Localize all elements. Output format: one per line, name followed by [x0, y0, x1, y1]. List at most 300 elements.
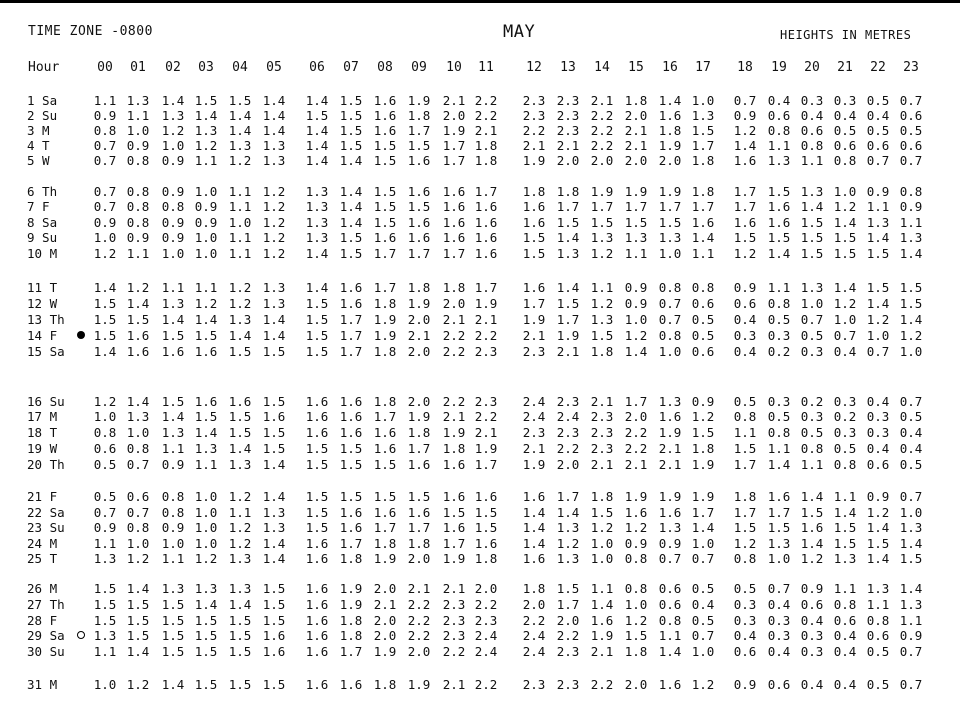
- height-cell: 1.3: [624, 230, 648, 245]
- height-cell: 2.1: [624, 457, 648, 472]
- height-cell: 1.4: [228, 441, 252, 456]
- height-cell: 1.9: [658, 489, 682, 504]
- units-label: HEIGHTS IN METRES: [780, 28, 912, 42]
- height-cell: 1.4: [866, 551, 890, 566]
- height-cell: 1.3: [262, 505, 286, 520]
- height-cell: 1.5: [305, 344, 329, 359]
- height-cell: 1.3: [305, 184, 329, 199]
- height-cell: 0.5: [866, 644, 890, 659]
- height-cell: 1.2: [228, 520, 252, 535]
- height-cell: 1.8: [474, 551, 498, 566]
- height-cell: 1.6: [339, 520, 363, 535]
- height-cell: 1.3: [228, 312, 252, 327]
- height-cell: 1.6: [339, 394, 363, 409]
- month-title: MAY: [503, 22, 536, 42]
- height-cell: 1.3: [767, 536, 791, 551]
- height-cell: 1.6: [407, 457, 431, 472]
- height-cell: 1.5: [658, 215, 682, 230]
- height-cell: 1.5: [691, 425, 715, 440]
- hour-header-11: 11: [478, 60, 494, 75]
- height-cell: 1.5: [590, 505, 614, 520]
- height-cell: 0.8: [658, 613, 682, 628]
- day-label: 20 Th: [27, 457, 65, 472]
- hour-header-13: 13: [560, 60, 576, 75]
- height-cell: 2.0: [407, 344, 431, 359]
- height-cell: 0.4: [733, 312, 757, 327]
- height-cell: 2.2: [590, 138, 614, 153]
- height-cell: 1.7: [474, 457, 498, 472]
- height-cell: 1.0: [866, 328, 890, 343]
- height-cell: 1.7: [556, 312, 580, 327]
- height-cell: 1.6: [474, 246, 498, 261]
- height-cell: 0.7: [658, 551, 682, 566]
- height-cell: 2.2: [624, 425, 648, 440]
- height-cell: 2.0: [556, 457, 580, 472]
- height-cell: 1.5: [866, 246, 890, 261]
- height-cell: 2.3: [556, 425, 580, 440]
- height-cell: 1.5: [339, 93, 363, 108]
- height-cell: 1.5: [767, 184, 791, 199]
- height-cell: 1.5: [522, 230, 546, 245]
- height-cell: 1.4: [691, 230, 715, 245]
- height-cell: 1.5: [373, 457, 397, 472]
- height-cell: 1.0: [93, 409, 117, 424]
- height-cell: 0.5: [93, 489, 117, 504]
- height-cell: 1.8: [339, 628, 363, 643]
- height-cell: 1.1: [228, 199, 252, 214]
- height-cell: 2.3: [590, 441, 614, 456]
- day-label: 16 Su: [27, 394, 65, 409]
- height-cell: 1.5: [228, 613, 252, 628]
- height-cell: 2.1: [590, 644, 614, 659]
- height-cell: 0.8: [767, 425, 791, 440]
- height-cell: 1.5: [800, 505, 824, 520]
- height-cell: 0.4: [899, 425, 923, 440]
- height-cell: 1.3: [161, 581, 185, 596]
- new-moon-icon: [77, 631, 85, 639]
- height-cell: 1.7: [373, 409, 397, 424]
- height-cell: 1.2: [733, 536, 757, 551]
- height-cell: 1.6: [522, 215, 546, 230]
- height-cell: 1.3: [161, 296, 185, 311]
- height-cell: 1.6: [305, 551, 329, 566]
- height-cell: 1.6: [305, 536, 329, 551]
- height-cell: 1.4: [126, 644, 150, 659]
- height-cell: 1.1: [161, 280, 185, 295]
- height-cell: 1.4: [833, 505, 857, 520]
- day-label: 3 M: [27, 123, 50, 138]
- height-cell: 1.3: [658, 394, 682, 409]
- height-cell: 1.0: [228, 215, 252, 230]
- height-cell: 1.4: [305, 138, 329, 153]
- day-label: 13 Th: [27, 312, 65, 327]
- height-cell: 1.5: [899, 296, 923, 311]
- height-cell: 1.8: [556, 184, 580, 199]
- height-cell: 1.2: [228, 280, 252, 295]
- height-cell: 2.2: [522, 123, 546, 138]
- height-cell: 1.8: [407, 425, 431, 440]
- height-cell: 1.5: [228, 644, 252, 659]
- height-cell: 0.9: [93, 108, 117, 123]
- height-cell: 1.3: [800, 280, 824, 295]
- height-cell: 2.4: [522, 628, 546, 643]
- height-cell: 1.5: [522, 246, 546, 261]
- height-cell: 1.5: [373, 199, 397, 214]
- height-cell: 0.8: [126, 520, 150, 535]
- height-cell: 0.9: [624, 536, 648, 551]
- height-cell: 2.0: [474, 581, 498, 596]
- height-cell: 1.8: [691, 153, 715, 168]
- height-cell: 2.0: [624, 108, 648, 123]
- height-cell: 1.4: [800, 536, 824, 551]
- day-label: 8 Sa: [27, 215, 58, 230]
- height-cell: 2.4: [522, 394, 546, 409]
- height-cell: 1.7: [624, 199, 648, 214]
- height-cell: 2.1: [474, 425, 498, 440]
- height-cell: 0.3: [767, 628, 791, 643]
- height-cell: 1.6: [262, 409, 286, 424]
- height-cell: 0.6: [866, 628, 890, 643]
- height-cell: 1.5: [262, 425, 286, 440]
- height-cell: 2.3: [522, 425, 546, 440]
- height-cell: 1.6: [305, 644, 329, 659]
- day-label: 31 M: [27, 677, 58, 692]
- height-cell: 1.1: [866, 597, 890, 612]
- height-cell: 1.2: [691, 677, 715, 692]
- day-label: 6 Th: [27, 184, 58, 199]
- height-cell: 1.4: [262, 536, 286, 551]
- height-cell: 1.3: [262, 520, 286, 535]
- height-cell: 1.8: [339, 613, 363, 628]
- height-cell: 0.7: [658, 312, 682, 327]
- height-cell: 1.2: [262, 230, 286, 245]
- height-cell: 1.4: [658, 93, 682, 108]
- height-cell: 1.8: [733, 489, 757, 504]
- height-cell: 0.5: [93, 457, 117, 472]
- height-cell: 1.6: [262, 644, 286, 659]
- height-cell: 0.9: [624, 296, 648, 311]
- day-label: 11 T: [27, 280, 58, 295]
- height-cell: 1.9: [522, 153, 546, 168]
- height-cell: 1.5: [373, 138, 397, 153]
- height-cell: 1.6: [373, 505, 397, 520]
- height-cell: 1.6: [474, 199, 498, 214]
- height-cell: 0.4: [833, 677, 857, 692]
- height-cell: 1.3: [866, 581, 890, 596]
- height-cell: 1.5: [126, 597, 150, 612]
- height-cell: 1.6: [474, 215, 498, 230]
- height-cell: 1.2: [590, 296, 614, 311]
- height-cell: 1.9: [373, 312, 397, 327]
- height-cell: 1.5: [262, 581, 286, 596]
- height-cell: 2.1: [590, 394, 614, 409]
- height-cell: 1.6: [691, 215, 715, 230]
- height-cell: 1.7: [407, 441, 431, 456]
- height-cell: 1.5: [305, 328, 329, 343]
- height-cell: 2.1: [522, 441, 546, 456]
- height-cell: 0.9: [93, 215, 117, 230]
- height-cell: 1.6: [590, 613, 614, 628]
- height-cell: 1.3: [556, 520, 580, 535]
- height-cell: 0.7: [899, 644, 923, 659]
- height-cell: 0.7: [93, 505, 117, 520]
- height-cell: 0.4: [833, 344, 857, 359]
- height-cell: 1.5: [800, 215, 824, 230]
- height-cell: 1.1: [590, 581, 614, 596]
- height-cell: 1.4: [126, 581, 150, 596]
- height-cell: 0.5: [733, 581, 757, 596]
- height-cell: 0.5: [767, 409, 791, 424]
- height-cell: 1.7: [339, 328, 363, 343]
- height-cell: 1.0: [767, 551, 791, 566]
- height-cell: 0.6: [126, 489, 150, 504]
- height-cell: 1.4: [161, 93, 185, 108]
- height-cell: 1.5: [899, 280, 923, 295]
- height-cell: 2.1: [474, 312, 498, 327]
- height-cell: 1.4: [194, 597, 218, 612]
- height-cell: 1.7: [733, 184, 757, 199]
- height-cell: 1.6: [305, 613, 329, 628]
- hour-header-15: 15: [628, 60, 644, 75]
- height-cell: 0.9: [194, 215, 218, 230]
- height-cell: 0.7: [899, 677, 923, 692]
- height-cell: 1.5: [228, 93, 252, 108]
- height-cell: 1.7: [624, 394, 648, 409]
- height-cell: 1.5: [339, 246, 363, 261]
- height-cell: 0.7: [93, 153, 117, 168]
- height-cell: 1.3: [126, 409, 150, 424]
- height-cell: 1.3: [833, 551, 857, 566]
- height-cell: 1.9: [339, 597, 363, 612]
- height-cell: 1.3: [800, 184, 824, 199]
- day-label: 26 M: [27, 581, 58, 596]
- height-cell: 0.4: [800, 613, 824, 628]
- height-cell: 1.4: [733, 138, 757, 153]
- height-cell: 2.1: [522, 328, 546, 343]
- height-cell: 2.0: [522, 597, 546, 612]
- day-label: 21 F: [27, 489, 58, 504]
- height-cell: 1.6: [767, 215, 791, 230]
- height-cell: 1.5: [194, 628, 218, 643]
- height-cell: 1.5: [624, 628, 648, 643]
- height-cell: 1.6: [373, 108, 397, 123]
- height-cell: 1.5: [93, 581, 117, 596]
- height-cell: 2.2: [407, 628, 431, 643]
- height-cell: 1.4: [556, 505, 580, 520]
- height-cell: 1.8: [373, 296, 397, 311]
- day-label: 25 T: [27, 551, 58, 566]
- day-label: 4 T: [27, 138, 50, 153]
- hour-header-21: 21: [837, 60, 853, 75]
- height-cell: 0.7: [866, 344, 890, 359]
- height-cell: 1.8: [522, 184, 546, 199]
- height-cell: 1.4: [228, 123, 252, 138]
- height-cell: 1.2: [93, 394, 117, 409]
- hour-header-10: 10: [446, 60, 462, 75]
- hour-header-20: 20: [804, 60, 820, 75]
- height-cell: 2.0: [407, 312, 431, 327]
- height-cell: 1.4: [556, 280, 580, 295]
- height-cell: 1.6: [442, 184, 466, 199]
- height-cell: 2.0: [556, 153, 580, 168]
- height-cell: 2.0: [407, 551, 431, 566]
- height-cell: 0.8: [800, 441, 824, 456]
- height-cell: 1.0: [194, 520, 218, 535]
- height-cell: 2.0: [373, 581, 397, 596]
- height-cell: 0.5: [691, 613, 715, 628]
- height-cell: 1.0: [691, 644, 715, 659]
- hour-header-09: 09: [411, 60, 427, 75]
- height-cell: 2.0: [442, 296, 466, 311]
- height-cell: 1.4: [899, 536, 923, 551]
- height-cell: 2.0: [556, 613, 580, 628]
- height-cell: 1.6: [658, 409, 682, 424]
- hour-header-02: 02: [165, 60, 181, 75]
- height-cell: 2.0: [373, 628, 397, 643]
- height-cell: 1.3: [590, 230, 614, 245]
- height-cell: 0.5: [767, 312, 791, 327]
- height-cell: 1.3: [305, 215, 329, 230]
- height-cell: 2.2: [474, 328, 498, 343]
- height-cell: 2.1: [624, 138, 648, 153]
- height-cell: 1.5: [93, 312, 117, 327]
- height-cell: 1.0: [590, 536, 614, 551]
- height-cell: 2.4: [474, 644, 498, 659]
- height-cell: 0.7: [691, 628, 715, 643]
- height-cell: 0.6: [691, 344, 715, 359]
- height-cell: 1.5: [373, 215, 397, 230]
- height-cell: 1.2: [262, 184, 286, 199]
- day-label: 15 Sa: [27, 344, 65, 359]
- height-cell: 2.1: [474, 123, 498, 138]
- height-cell: 1.0: [126, 425, 150, 440]
- height-cell: 0.4: [866, 108, 890, 123]
- height-cell: 1.5: [866, 280, 890, 295]
- height-cell: 1.9: [590, 184, 614, 199]
- height-cell: 1.0: [194, 246, 218, 261]
- height-cell: 1.5: [228, 628, 252, 643]
- height-cell: 1.9: [624, 489, 648, 504]
- height-cell: 2.2: [442, 328, 466, 343]
- height-cell: 1.2: [624, 328, 648, 343]
- height-cell: 1.0: [833, 312, 857, 327]
- height-cell: 0.3: [800, 344, 824, 359]
- height-cell: 2.4: [522, 409, 546, 424]
- height-cell: 2.2: [474, 597, 498, 612]
- height-cell: 1.4: [262, 123, 286, 138]
- height-cell: 0.9: [691, 394, 715, 409]
- height-cell: 1.0: [658, 344, 682, 359]
- height-cell: 1.1: [733, 425, 757, 440]
- height-cell: 2.1: [624, 123, 648, 138]
- height-cell: 1.5: [833, 520, 857, 535]
- height-cell: 1.0: [800, 296, 824, 311]
- height-cell: 2.2: [590, 123, 614, 138]
- height-cell: 1.6: [407, 215, 431, 230]
- height-cell: 2.3: [474, 394, 498, 409]
- height-cell: 1.7: [733, 457, 757, 472]
- height-cell: 1.5: [624, 215, 648, 230]
- height-cell: 1.3: [590, 312, 614, 327]
- height-cell: 1.5: [305, 457, 329, 472]
- day-label: 30 Su: [27, 644, 65, 659]
- height-cell: 2.1: [590, 457, 614, 472]
- height-cell: 1.6: [474, 230, 498, 245]
- height-cell: 1.6: [373, 441, 397, 456]
- height-cell: 1.7: [442, 536, 466, 551]
- height-cell: 1.6: [733, 153, 757, 168]
- height-cell: 2.3: [474, 613, 498, 628]
- height-cell: 1.4: [126, 296, 150, 311]
- hour-column-label: Hour: [28, 60, 60, 75]
- height-cell: 1.2: [866, 505, 890, 520]
- height-cell: 1.7: [442, 246, 466, 261]
- height-cell: 0.8: [800, 138, 824, 153]
- hour-header-14: 14: [594, 60, 610, 75]
- height-cell: 0.9: [126, 230, 150, 245]
- height-cell: 1.8: [691, 441, 715, 456]
- height-cell: 1.5: [339, 457, 363, 472]
- height-cell: 0.5: [899, 457, 923, 472]
- day-label: 14 F: [27, 328, 58, 343]
- height-cell: 1.2: [262, 199, 286, 214]
- height-cell: 0.6: [800, 123, 824, 138]
- height-cell: 1.2: [126, 677, 150, 692]
- hour-header-22: 22: [870, 60, 886, 75]
- height-cell: 0.7: [899, 93, 923, 108]
- height-cell: 1.9: [442, 551, 466, 566]
- height-cell: 2.2: [474, 108, 498, 123]
- height-cell: 1.1: [194, 280, 218, 295]
- height-cell: 1.6: [767, 199, 791, 214]
- height-cell: 2.2: [590, 108, 614, 123]
- height-cell: 1.1: [624, 246, 648, 261]
- height-cell: 0.6: [899, 138, 923, 153]
- height-cell: 1.3: [691, 108, 715, 123]
- height-cell: 1.5: [590, 215, 614, 230]
- height-cell: 1.9: [691, 489, 715, 504]
- height-cell: 1.6: [407, 184, 431, 199]
- height-cell: 1.4: [866, 230, 890, 245]
- height-cell: 1.3: [228, 551, 252, 566]
- height-cell: 0.8: [624, 581, 648, 596]
- height-cell: 1.6: [733, 215, 757, 230]
- height-cell: 1.6: [522, 489, 546, 504]
- height-cell: 2.1: [407, 328, 431, 343]
- height-cell: 1.9: [556, 328, 580, 343]
- height-cell: 1.2: [194, 138, 218, 153]
- height-cell: 1.8: [373, 536, 397, 551]
- height-cell: 1.5: [228, 409, 252, 424]
- height-cell: 2.0: [624, 409, 648, 424]
- height-cell: 0.3: [833, 394, 857, 409]
- height-cell: 1.4: [228, 108, 252, 123]
- height-cell: 1.9: [339, 581, 363, 596]
- height-cell: 0.9: [800, 581, 824, 596]
- height-cell: 1.7: [407, 520, 431, 535]
- day-label: 28 F: [27, 613, 58, 628]
- height-cell: 1.7: [407, 246, 431, 261]
- height-cell: 1.3: [899, 230, 923, 245]
- height-cell: 1.0: [899, 344, 923, 359]
- height-cell: 1.0: [691, 536, 715, 551]
- height-cell: 0.5: [866, 93, 890, 108]
- height-cell: 2.2: [407, 597, 431, 612]
- height-cell: 2.3: [522, 93, 546, 108]
- top-rule: [0, 0, 960, 3]
- height-cell: 1.3: [161, 108, 185, 123]
- height-cell: 0.5: [833, 441, 857, 456]
